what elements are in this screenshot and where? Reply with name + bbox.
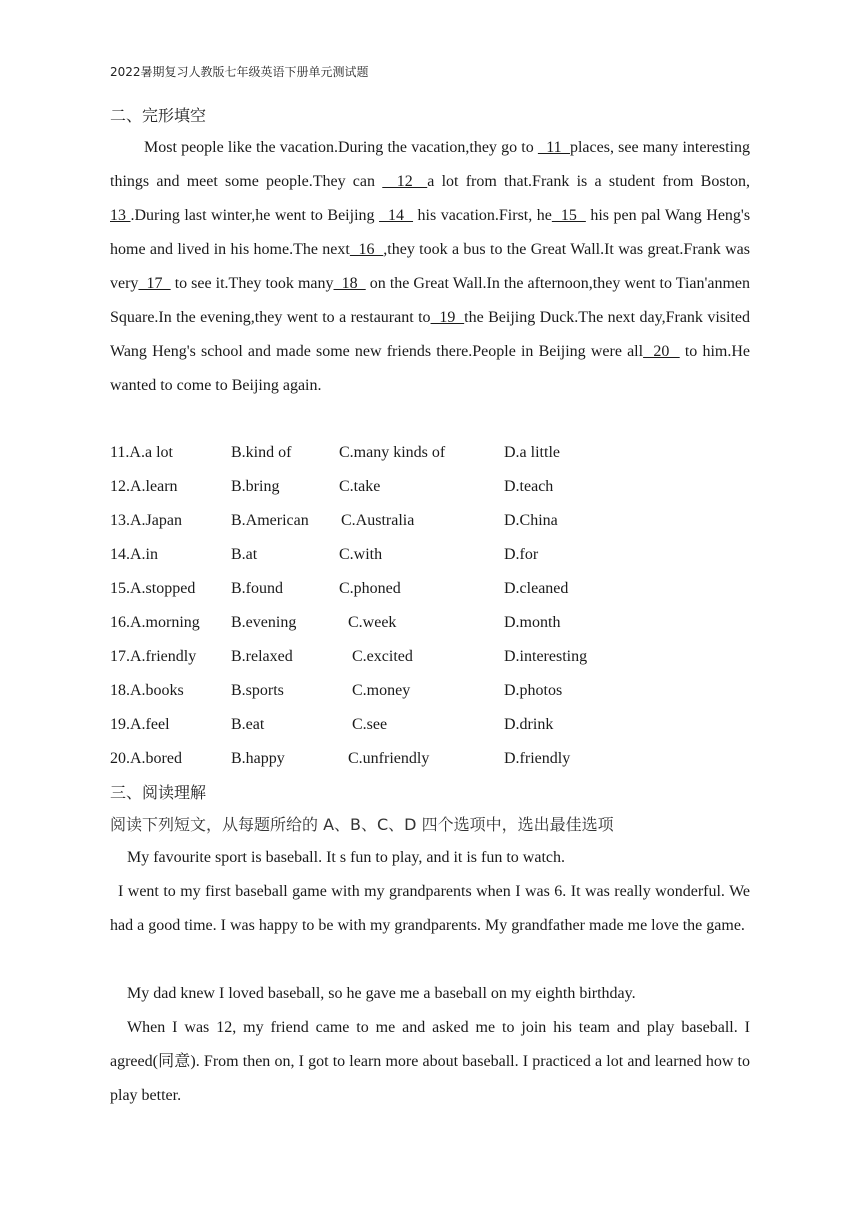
option-row-17 — [110, 640, 750, 674]
option-c: C.phoned — [339, 580, 401, 597]
cloze-text: .During last winter,he went to Beijing — [130, 207, 380, 224]
cloze-text: places, see many interesting things and meet some people.They can — [110, 139, 750, 190]
options-list — [110, 436, 750, 776]
option-c: C.unfriendly — [348, 750, 430, 767]
option-d: D.interesting — [504, 648, 588, 665]
option-row-14 — [110, 538, 750, 572]
section-title-reading: 三、阅读理解 — [110, 783, 207, 802]
blank-11: 11 — [537, 139, 570, 156]
cloze-text: his pen pal Wang Heng's home and lived in his home.The next — [110, 207, 751, 258]
option-c: C.with — [339, 546, 383, 563]
cloze-text: Most people like the vacation.During the vacation,they go to — [144, 139, 538, 156]
option-c: C.many kinds of — [339, 444, 446, 461]
option-c: C.see — [352, 716, 388, 733]
option-a: 18.A.books — [110, 682, 184, 699]
option-d: D.photos — [504, 682, 563, 699]
option-b: B.evening — [231, 614, 297, 631]
option-d: D.teach — [504, 478, 554, 495]
option-c: C.week — [348, 614, 397, 631]
blank-18: 18 — [333, 275, 366, 292]
option-c: C.excited — [352, 648, 413, 665]
reading-paragraph-3: My dad knew I loved baseball, so he gave me a baseball on my eighth birthday. — [127, 985, 636, 1002]
option-b: B.American — [231, 512, 309, 529]
blank-17: 17 — [138, 275, 171, 292]
blank-12: 12 — [382, 173, 428, 190]
option-b: B.at — [231, 546, 258, 563]
page-header: 2022暑期复习人教版七年级英语下册单元测试题 — [110, 65, 369, 79]
reading-paragraph-1: My favourite sport is baseball. It s fun to play, and it is fun to watch. — [127, 849, 565, 866]
option-a: 14.A.in — [110, 546, 158, 563]
option-row-12 — [110, 470, 750, 504]
option-a: 20.A.bored — [110, 750, 182, 767]
option-row-16 — [110, 606, 750, 640]
option-row-19 — [110, 708, 750, 742]
option-a: 17.A.friendly — [110, 648, 197, 665]
option-d: D.for — [504, 546, 539, 563]
option-c: C.Australia — [341, 512, 415, 529]
cloze-text: to see it.They took many — [170, 275, 334, 292]
section-title-cloze: 二、完形填空 — [110, 106, 207, 125]
reading-instruction: 阅读下列短文，从每题所给的 A、B、C、D 四个选项中，选出最佳选项 — [110, 815, 614, 834]
option-a: 12.A.learn — [110, 478, 178, 495]
blank-13: 13 — [110, 207, 131, 224]
option-row-18 — [110, 674, 750, 708]
option-d: D.friendly — [504, 750, 571, 767]
option-b: B.kind of — [231, 444, 292, 461]
cloze-text: the Beijing Duck.The next day,Frank visited Wang Heng's school and made some new friends there.People in Beijing were all — [110, 309, 751, 360]
blank-15: 15 — [551, 207, 586, 224]
blank-16: 16 — [349, 241, 384, 258]
option-d: D.month — [504, 614, 561, 631]
option-d: D.cleaned — [504, 580, 569, 597]
cloze-text: a lot from that.Frank is a student from Boston, — [427, 173, 751, 190]
option-d: D.China — [504, 512, 558, 529]
cloze-text: his vacation.First, he — [413, 207, 552, 224]
option-b: B.found — [231, 580, 283, 597]
option-a: 19.A.feel — [110, 716, 170, 733]
reading-paragraph-4: When I was 12, my friend came to me and asked me to join his team and play baseball. I agreed(同意). From then on, I got to learn more about baseball. I practiced a lot and learned how to play better. — [110, 1019, 750, 1104]
option-b: B.happy — [231, 750, 285, 767]
option-a: 13.A.Japan — [110, 512, 182, 529]
cloze-text: on the Great Wall.In the afternoon,they went to Tian'anmen Square.In the evening,they went to a restaurant to — [110, 275, 751, 326]
option-a: 16.A.morning — [110, 614, 200, 631]
option-c: C.money — [352, 682, 411, 699]
option-d: D.drink — [504, 716, 554, 733]
option-row-11 — [110, 436, 750, 470]
reading-paragraph-2: I went to my first baseball game with my grandparents when I was 6. It was really wonderful. We had a good time. I was happy to be with my grandparents. My grandfather made me love the game. — [110, 883, 750, 934]
cloze-passage — [110, 131, 750, 403]
option-a: 11.A.a lot — [110, 444, 173, 461]
option-c: C.take — [339, 478, 381, 495]
blank-14: 14 — [379, 207, 414, 224]
cloze-text: ,they took a bus to the Great Wall.It was great.Frank was very — [110, 241, 751, 292]
blank-20: 20 — [643, 343, 680, 360]
cloze-text: to him.He wanted to come to Beijing again. — [110, 343, 751, 394]
option-b: B.bring — [231, 478, 280, 495]
option-b: B.eat — [231, 716, 265, 733]
option-b: B.sports — [231, 682, 284, 699]
option-row-15 — [110, 572, 750, 606]
option-d: D.a little — [504, 444, 560, 461]
option-b: B.relaxed — [231, 648, 293, 665]
option-row-13 — [110, 504, 750, 538]
option-row-20 — [110, 742, 750, 776]
blank-19: 19 — [430, 309, 465, 326]
option-a: 15.A.stopped — [110, 580, 196, 597]
